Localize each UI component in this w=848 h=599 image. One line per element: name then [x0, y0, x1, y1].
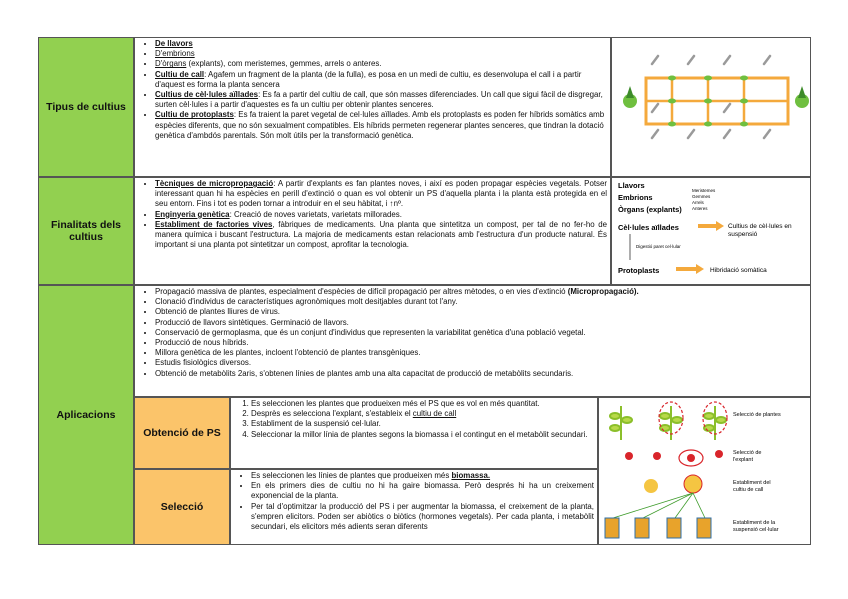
arrow-icon [676, 264, 704, 274]
row-label-tipus: Tipus de cultius [38, 37, 134, 177]
aplicacio-text: Propagació massiva de plantes, especialment d'espècies de difícil propagació per altres mètodes, o en vies d'extinció [155, 287, 568, 296]
finalitat-term: Enginyeria genètica [155, 209, 230, 219]
aplicacio-item [155, 307, 807, 317]
seleccio-term: biomassa. [451, 471, 491, 480]
obtencio-step [251, 430, 594, 440]
step-label-3a: Establiment del [733, 480, 771, 486]
aplicacio-text: Estudis fisiològics diversos. [155, 358, 252, 368]
obtencio-content [230, 397, 598, 469]
tipus-item [155, 110, 607, 141]
aplicacio-text: Producció de nous híbrids. [155, 338, 249, 348]
seleccio-item [251, 502, 594, 533]
culture-legend [611, 177, 811, 285]
row-label-aplicacions: Aplicacions [38, 285, 134, 545]
step-label-1: Selecció de plantes [733, 412, 781, 418]
seleccio-pre: Es seleccionen les línies de plantes que produeixen més [251, 471, 452, 480]
organ-item: Gemmes [692, 194, 711, 199]
legend-protoplasts: Protoplasts [618, 266, 660, 275]
row-label-finalitats: Finalitats dels cultius [38, 177, 134, 285]
tipus-term: Cultius de cèl·lules aïllades [155, 90, 259, 100]
legend-cellules-result-2: suspensió [728, 231, 758, 238]
tipus-item [155, 70, 607, 90]
finalitat-term: Tècniques de micropropagació [155, 179, 274, 188]
culture-flow-diagram [612, 38, 810, 176]
step-label-4a: Establiment de la [733, 520, 776, 526]
finalitats-content [134, 177, 611, 285]
aplicacio-item [155, 287, 807, 297]
finalitat-item [155, 179, 607, 210]
aplicacio-item [155, 297, 807, 307]
aplicacio-item [155, 358, 807, 368]
process-figure [598, 397, 811, 545]
tipus-desc: : Es fa traient la paret vegetal de cel·lules aïllades. Amb els protoplasts es poden fer híbrids somàtics amb espècies diferents, que no són sexualment compatibles. Els híbrids permeten regenerar plantes senceres, que tindran la dotació genètica d'ambdós parentals. Són molt útils per la transformació genètica. [155, 110, 605, 140]
seleccio-pre: En els primers dies de cultiu no hi ha gaire biomassa. Però després hi ha un creixement exponencial de la planta. [251, 481, 594, 501]
legend-diagram [612, 178, 810, 284]
tipus-term: D'òrgans [155, 59, 187, 69]
obtencio-step [251, 419, 594, 429]
aplicacions-content [134, 285, 811, 397]
aplicacio-item [155, 348, 807, 358]
aplicacio-text: Producció de llavors sintètiques. Germinació de llavors. [155, 317, 349, 327]
aplicacio-text: Obtenció de metabòlits 2aris, s'obtenen línies de plantes amb una alta capacitat de producció de metabòlits secundaris. [155, 368, 574, 378]
aplicacio-text: Conservació de germoplasma, que és un conjunt d'individus que representen la variabilitat genètica d'una població vegetal. [155, 327, 586, 337]
aplicacions-list [139, 287, 807, 379]
summary-table [38, 37, 811, 545]
ps-process-diagram [599, 398, 810, 544]
aplicacio-bold: (Micropropagació). [567, 287, 639, 296]
tipus-item [155, 39, 607, 49]
tipus-term: De llavors [155, 39, 193, 48]
legend-cellules: Cèl·lules aïllades [618, 223, 679, 232]
aplicacio-item [155, 318, 807, 328]
step-label-3b: cultiu de call [733, 487, 764, 493]
legend-digestio: Digestió paret cel·lular [636, 244, 681, 249]
seleccio-pre: Per tal d'optimitzar la producció del PS i per augmentar la biomassa, el creixement de la planta, s'empren elicitors. Poden ser abiòtics o biòtics (hormones vegetals). Per cada planta, i metabòlit secundari, els elicitors més adients seran diferents [251, 501, 594, 532]
seleccio-item [251, 481, 594, 501]
arrow-icon [698, 221, 724, 231]
legend-organs: Òrgans (explants) [618, 205, 682, 214]
tipus-item [155, 59, 607, 69]
step-label-2b: l'explant [733, 457, 754, 463]
finalitat-desc: , fàbriques de medicaments. Una planta que sintetitza un compost, per tal de no fer-ho de manera química i buscant l'estructura. La majoria de medicaments estan relacionats amb l'estructura d'un producte natural. És important si una planta pot sintetitzar un compost, aprofitar la tecnologia. [155, 219, 607, 250]
seleccio-item [251, 471, 594, 481]
aplicacio-text: Obtenció de plantes lliures de virus. [155, 307, 281, 317]
obtencio-step [251, 409, 594, 419]
legend-embrions: Embrions [618, 193, 653, 202]
tipus-item [155, 90, 607, 110]
step-label-2a: Selecció de [733, 450, 762, 456]
finalitat-item [155, 210, 607, 220]
tipus-term: Cultiu de protoplasts [155, 110, 234, 120]
aplicacio-item [155, 328, 807, 338]
organ-item: Meristemes [692, 188, 716, 193]
organ-item: Arrels [692, 200, 704, 205]
tipus-desc: (explants), com meristemes, gemmes, arrels o anteres. [186, 59, 382, 69]
step-link: cultiu de call [412, 409, 457, 419]
seleccio-list [235, 471, 594, 532]
sublabel-obtencio: Obtenció de PS [134, 397, 230, 469]
tipus-desc: : Es fa a partir del cultiu de call, que són masses diferenciades. Un call que sigui fàcil de disgregar, surten cèl·lules i a partir d'aquestes es fa un cultiu per obtenir plantes senceres. [155, 90, 603, 110]
tipus-list [139, 39, 607, 141]
step-label-4b: suspensió cel·lular [733, 527, 779, 533]
legend-llavors: Llavors [618, 181, 645, 190]
tipus-term: Cultiu de call [155, 69, 205, 79]
finalitat-desc: : A partir d'explants es fan plantes noves, i així es poden propagar espècies vegetals. Potser interessant quan hi ha espècies en perill d'extinció o quan es vol obtenir un PS d'aquella planta i la planta està protegida en el seu entorn. Fins i tot es poden tornar a introduir en el seu hàbitat, i ↑nº. [155, 179, 607, 209]
sublabel-seleccio: Selecció [134, 469, 230, 545]
finalitats-list [139, 179, 607, 250]
culture-types-figure [611, 37, 811, 177]
tipus-desc: : Agafem un fragment de la planta (de la fulla), es posa en un medi de cultiu, es desenvolupa el call i a partir d'aquest es forma la planta sencera [155, 69, 582, 89]
obtencio-step [251, 399, 594, 409]
obtencio-steps [235, 399, 594, 440]
finalitat-item [155, 220, 607, 251]
seleccio-content [230, 469, 598, 545]
aplicacio-text: Millora genètica de les plantes, incloent l'obtenció de plantes transgèniques. [155, 348, 421, 358]
aplicacio-item [155, 369, 807, 379]
finalitat-desc: : Creació de noves varietats, varietats millorades. [229, 209, 402, 219]
tipus-item [155, 49, 607, 59]
step-text: Desprès es selecciona l'explant, s'estableix el [251, 409, 413, 419]
aplicacio-item [155, 338, 807, 348]
organ-item: Anteres [692, 206, 708, 211]
tipus-content [134, 37, 611, 177]
legend-cellules-result-1: Cultius de cèl·lules en [728, 223, 792, 230]
step-text: Establiment de la suspensió cel·lular. [251, 419, 381, 429]
legend-protoplasts-result: Hibridació somàtica [710, 267, 767, 274]
aplicacio-text: Clonació d'individus de característiques agronòmiques molt desitjables durant tot l'any. [155, 297, 458, 307]
step-text: Es seleccionen les plantes que produeixen més el PS que es vol en més quantitat. [251, 399, 540, 408]
finalitat-term: Establiment de factories vives [155, 219, 273, 229]
step-text: Seleccionar la millor línia de plantes segons la biomassa i el contingut en el metabòlit secundari. [251, 429, 588, 439]
tipus-term: D'embrions [155, 49, 195, 59]
